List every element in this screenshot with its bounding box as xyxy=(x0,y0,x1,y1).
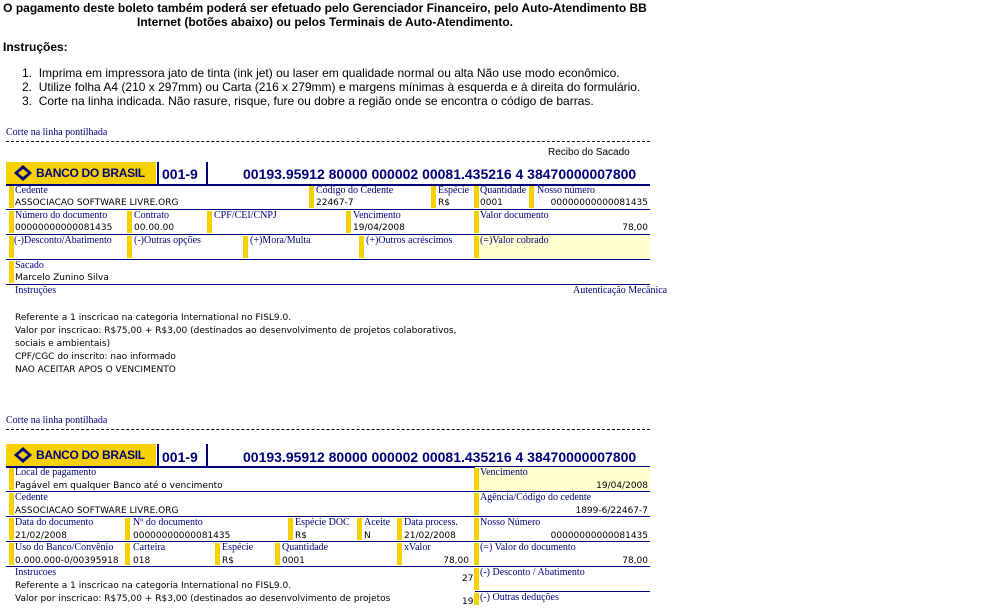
field-marker xyxy=(346,211,351,233)
instruction-line: Valor por inscricao: R$75,00 + R$3,00 (destinados ao desenvolvimento de projetos xyxy=(15,594,391,604)
ficha-vencimento-value: 19/04/2008 xyxy=(596,481,648,491)
vencimento-value: 19/04/2008 xyxy=(353,223,405,233)
side-number: 27 xyxy=(462,574,474,584)
bank-logo xyxy=(6,444,156,466)
xvalor-label: xValor xyxy=(404,542,431,553)
recibo-label: Recibo do Sacado xyxy=(548,147,630,158)
ficha-instrucoes-label: Instrucoes xyxy=(15,567,57,578)
ficha-especie-label: Espécie xyxy=(222,542,254,553)
field-marker xyxy=(474,236,479,258)
field-marker xyxy=(359,236,364,258)
ficha-cedente-label: Cedente xyxy=(15,492,48,503)
field-marker xyxy=(9,493,14,515)
side-number: 19 xyxy=(462,597,474,607)
local-pagamento-value: Pagável em qualquer Banco até o vencimento xyxy=(15,481,223,491)
field-marker xyxy=(474,568,479,590)
vencimento-label: Vencimento xyxy=(353,210,401,221)
data-process-value: 21/02/2008 xyxy=(404,531,456,541)
separator xyxy=(206,162,208,184)
nosso-numero-value: 00000000000081435 xyxy=(550,198,648,208)
ficha-nosso-numero-value: 00000000000081435 xyxy=(550,531,648,541)
field-marker xyxy=(9,468,14,490)
field-marker xyxy=(474,211,479,233)
field-marker xyxy=(127,211,132,233)
field-marker xyxy=(9,186,14,208)
instruction-line: CPF/CGC do inscrito: nao informado xyxy=(15,352,176,362)
divider xyxy=(6,284,650,285)
numero-documento-label: Número do documento xyxy=(15,210,108,221)
cut-line xyxy=(6,429,650,430)
desconto-label: (-)Desconto/Abatimento xyxy=(14,235,112,246)
instruction-line: Referente a 1 inscricao na categoria International no FISL9.0. xyxy=(15,313,292,323)
ficha-cedente-value: ASSOCIACAO SOFTWARE LIVRE.ORG xyxy=(15,506,179,516)
aceite-value: N xyxy=(364,531,371,541)
bank-code: 001-9 xyxy=(162,166,198,182)
field-marker xyxy=(9,518,14,540)
uso-banco-label: Uso do Banco/Convênio xyxy=(15,542,114,553)
cut-line-label: Corte na linha pontilhada xyxy=(6,127,108,138)
mora-label: (+)Mora/Multa xyxy=(250,235,311,246)
agencia-label: Agência/Código do cedente xyxy=(480,492,592,503)
valor-documento-value: 78,00 xyxy=(622,223,648,233)
bank-code: 001-9 xyxy=(162,449,198,465)
field-marker xyxy=(397,518,402,540)
data-documento-label: Data do documento xyxy=(15,517,94,528)
ficha-quantidade-label: Quantidade xyxy=(282,542,329,553)
sacado-label: Sacado xyxy=(15,260,44,271)
bank-logo-text: BANCO DO BRASIL xyxy=(36,166,145,180)
field-marker xyxy=(288,518,293,540)
field-marker xyxy=(215,543,220,565)
codigo-cedente-label: Código do Cedente xyxy=(316,185,394,196)
cpf-label: CPF/CEI/CNPJ xyxy=(214,210,277,221)
digitable-line: 00193.95912 80000 000002 00081.435216 4 38470000007800 xyxy=(243,449,637,465)
instruction-item: 2. Utilize folha A4 (210 x 297mm) ou Carta (216 x 279mm) e margens mínimas à esquerda e à direita do formulário. xyxy=(22,80,641,94)
instruction-line: NAO ACEITAR APOS O VENCIMENTO xyxy=(15,365,176,375)
xvalor-value: 78,00 xyxy=(443,556,469,566)
separator xyxy=(206,444,208,466)
contrato-value: 00.00.00 xyxy=(134,223,175,233)
carteira-label: Carteira xyxy=(133,542,166,553)
field-marker xyxy=(474,468,479,490)
ficha-quantidade-value: 0001 xyxy=(282,556,305,566)
outras-opcoes-label: (-)Outras opções xyxy=(134,235,201,246)
outros-acrescimos-label: (+)Outros acréscimos xyxy=(366,235,453,246)
agencia-value: 1899-6/22467-7 xyxy=(575,506,648,516)
codigo-cedente-value: 22467-7 xyxy=(316,198,354,208)
ficha-desconto-label: (-) Desconto / Abatimento xyxy=(480,567,585,578)
instructions-title: Instruções: xyxy=(3,40,68,54)
receipt-instructions xyxy=(15,312,456,377)
field-marker xyxy=(125,518,130,540)
field-marker xyxy=(125,543,130,565)
especie-doc-value: R$ xyxy=(295,531,307,541)
sacado-value: Marcelo Zunino Silva xyxy=(15,273,109,283)
contrato-label: Contrato xyxy=(134,210,169,221)
especie-doc-label: Espécie DOC xyxy=(295,517,350,528)
payment-notice-line2: Internet (botões abaixo) ou pelos Terminais de Auto-Atendimento. xyxy=(136,15,514,29)
ficha-numero-documento-label: Nº do documento xyxy=(133,517,203,528)
payment-notice xyxy=(0,1,650,29)
local-pagamento-label: Local de pagamento xyxy=(15,467,97,478)
separator xyxy=(157,444,159,466)
field-marker xyxy=(9,211,14,233)
especie-value: R$ xyxy=(438,198,450,208)
instruction-line: Valor por inscricao: R$75,00 + R$3,00 (destinados ao desenvolvimento de projetos colaborativos, xyxy=(15,326,457,336)
bank-logo xyxy=(6,162,156,184)
data-documento-value: 21/02/2008 xyxy=(15,531,67,541)
valor-documento-label: Valor documento xyxy=(480,210,549,221)
valor-cobrado-label: (=)Valor cobrado xyxy=(480,235,549,246)
field-marker xyxy=(431,186,436,208)
cut-line xyxy=(6,141,650,142)
field-marker xyxy=(9,261,14,283)
field-marker xyxy=(357,518,362,540)
divider xyxy=(6,259,650,260)
field-marker xyxy=(397,543,402,565)
ficha-especie-value: R$ xyxy=(222,556,234,566)
field-marker xyxy=(529,186,534,208)
instructions-list xyxy=(22,66,640,108)
field-marker xyxy=(309,186,314,208)
cedente-value: ASSOCIACAO SOFTWARE LIVRE.ORG xyxy=(15,198,179,208)
field-marker xyxy=(474,543,479,565)
aceite-label: Aceite xyxy=(364,517,391,528)
field-marker xyxy=(207,211,212,233)
uso-banco-value: 0.000.000-0/00395918 xyxy=(15,556,119,566)
quantidade-value: 0001 xyxy=(480,198,503,208)
payment-notice-line1: O pagamento deste boleto também poderá ser efetuado pelo Gerenciador Financeiro, pelo Auto-Atendimento BB xyxy=(3,1,647,15)
field-marker xyxy=(9,543,14,565)
field-marker xyxy=(474,186,479,208)
digitable-line: 00193.95912 80000 000002 00081.435216 4 38470000007800 xyxy=(243,166,637,182)
ficha-instructions xyxy=(15,580,390,606)
autenticacao-label: Autenticação Mecânica xyxy=(573,285,668,296)
field-marker xyxy=(474,518,479,540)
bank-logo-text: BANCO DO BRASIL xyxy=(36,448,145,462)
cedente-label: Cedente xyxy=(15,185,48,196)
ficha-vencimento-label: Vencimento xyxy=(480,467,528,478)
ficha-numero-documento-value: 00000000000081435 xyxy=(133,531,231,541)
field-marker xyxy=(127,236,132,258)
field-marker xyxy=(275,543,280,565)
carteira-value: 018 xyxy=(133,556,151,566)
outras-deducoes-label: (-) Outras deduções xyxy=(480,592,559,603)
instrucoes-label: Instruções xyxy=(15,285,57,296)
instruction-line: Referente a 1 inscricao na categoria International no FISL9.0. xyxy=(15,581,292,591)
data-process-label: Data process. xyxy=(404,517,458,528)
bank-logo-icon xyxy=(14,165,32,181)
field-marker xyxy=(474,493,479,515)
ficha-valor-documento-label: (=) Valor do documento xyxy=(480,542,576,553)
numero-documento-value: 00000000000081435 xyxy=(15,223,113,233)
field-marker xyxy=(243,236,248,258)
instruction-line: sociais e ambientais) xyxy=(15,339,111,349)
ficha-nosso-numero-label: Nosso Número xyxy=(480,517,541,528)
especie-label: Espécie xyxy=(438,185,470,196)
bank-logo-icon xyxy=(14,447,32,463)
instruction-item: 1. Imprima em impressora jato de tinta (ink jet) ou laser em qualidade normal ou alta Não use modo econômico. xyxy=(22,66,620,80)
cut-line-label: Corte na linha pontilhada xyxy=(6,415,108,426)
separator xyxy=(157,162,159,184)
field-marker xyxy=(474,593,479,605)
ficha-valor-documento-value: 78,00 xyxy=(622,556,648,566)
instruction-item: 3. Corte na linha indicada. Não rasure, risque, fure ou dobre a região onde se encontra o código de barras. xyxy=(22,94,594,108)
quantidade-label: Quantidade xyxy=(480,185,527,196)
nosso-numero-label: Nosso número xyxy=(537,185,596,196)
